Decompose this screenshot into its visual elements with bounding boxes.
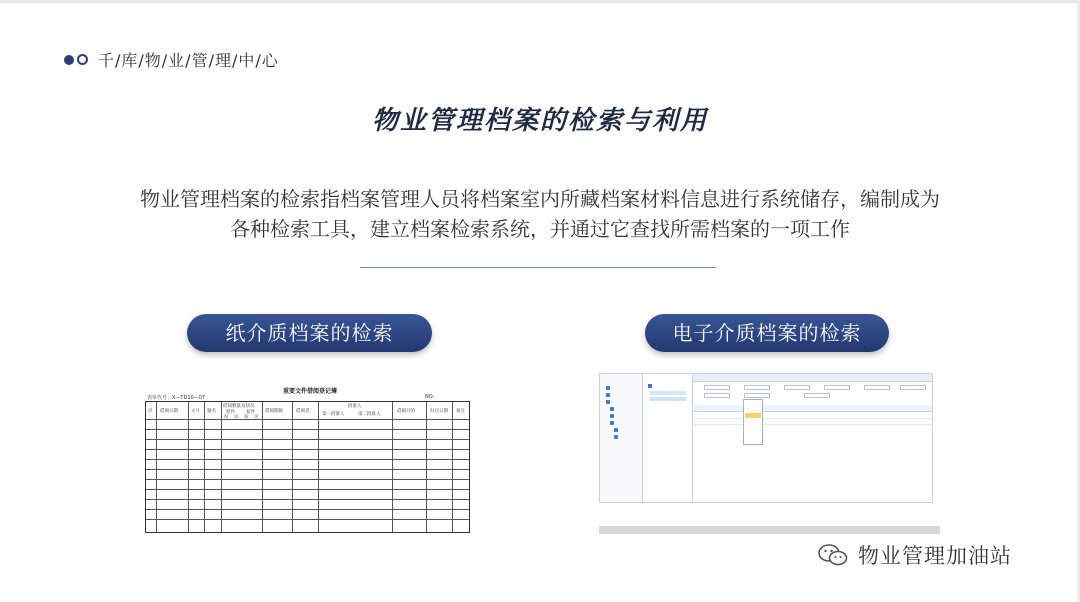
table-header: 借阅日期 [160,409,178,414]
description-line-1: 物业管理档案的检索指档案管理人员将档案室内所藏档案材料信息进行系统储存，编制成为 [140,187,940,211]
paper-form-title: 重要文件借阅登记簿 [283,388,338,395]
table-header: 借阅期限 [265,409,283,414]
screenshot-grid-header [694,405,932,412]
bullet-dot-icon [64,55,74,65]
table-header: 批准人 [348,404,362,409]
table-line [146,439,469,440]
description-line-2: 各种检索工具，建立档案检索系统，并通过它查找所需档案的一项工作 [230,217,850,241]
folder-icon [610,414,614,418]
search-field [704,393,730,398]
folder-icon [610,421,614,425]
wechat-icon [818,543,848,567]
paper-form-code: 表单代号：X—TD10—07 [147,395,206,401]
footer-account-name: 物业管理加油站 [858,544,1012,568]
table-line [426,402,427,532]
folder-icon [614,435,618,439]
table-header: 复件 [246,410,255,415]
table-header: 第一批准人 [322,412,345,417]
brand-text: 千/库/物/业/管/理/中/心 [98,51,279,70]
paper-form-table [145,401,470,533]
screenshot-tree [644,374,693,502]
table-header: 归还日期 [430,409,448,414]
top-border [0,0,1080,3]
screenshot-dropdown [743,399,763,445]
table-header: 序 [148,409,153,414]
table-header: 原件 [226,410,235,415]
electronic-archive-label: 电子介质档案的检索 [645,314,889,352]
brand-header [64,48,279,71]
paper-archive-label: 纸介质档案的检索 [187,314,432,352]
tree-selected-row [650,391,686,395]
table-header: 借阅目的 [397,409,415,414]
bullet-ring-icon [77,54,88,65]
search-field [744,393,770,398]
table-line [188,402,189,532]
tree-selected-row [650,397,686,401]
table-header: 页 [234,415,239,420]
table-header: 文号 [191,409,200,414]
divider [360,267,716,268]
search-field [900,385,926,390]
screenshot-main [694,383,932,502]
table-line [318,402,319,532]
search-field [804,393,830,398]
table-line [146,509,469,510]
table-line [146,479,469,480]
screenshot-sidebar [600,374,643,502]
table-header: 借阅者 [296,409,310,414]
table-line [204,402,205,532]
table-header: 份 [224,415,229,420]
folder-icon [614,428,618,432]
screenshot-grid-row [694,419,932,425]
folder-icon [648,384,652,388]
table-line [146,519,469,520]
table-line [221,402,222,532]
screenshot-shadow [599,526,940,534]
table-line [146,419,469,420]
table-line [146,449,469,450]
folder-icon [606,393,610,397]
table-line [392,402,393,532]
table-line [146,499,469,500]
table-header: 备注 [456,409,465,414]
table-header: 份 [244,415,249,420]
folder-icon [610,407,614,411]
description [70,184,1010,244]
table-header: 题名 [207,409,216,414]
dropdown-selected [745,413,761,418]
folder-icon [606,400,610,404]
table-header: 第二批准人 [358,412,381,417]
table-line [146,429,469,430]
table-line [146,469,469,470]
paper-form-no: NO: [425,394,435,400]
paper-form-image [143,385,473,535]
table-line [146,489,469,490]
table-header: 借阅数量及状况 [223,404,255,409]
search-field [824,385,850,390]
table-line [146,459,469,460]
table-header: 页 [254,415,259,420]
footer-account [818,540,1012,570]
search-field [864,385,890,390]
page-title: 物业管理档案的检索与利用 [371,106,708,136]
search-field [744,385,770,390]
search-field [704,385,730,390]
table-line [452,402,453,532]
table-line [292,402,293,532]
table-line [156,402,157,532]
folder-icon [606,386,610,390]
electronic-system-screenshot [599,373,933,503]
table-line [262,402,263,532]
search-field [784,385,810,390]
